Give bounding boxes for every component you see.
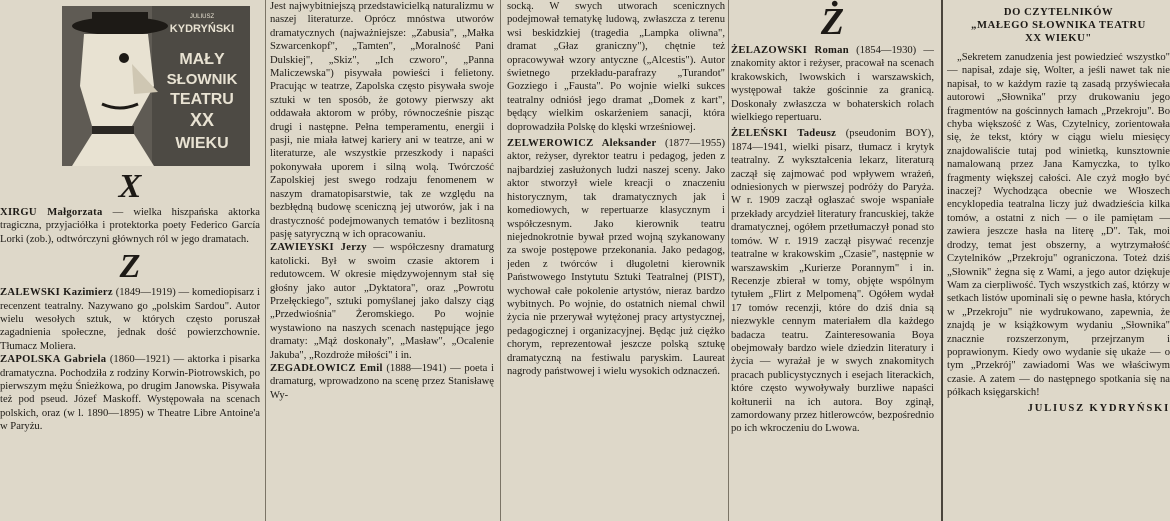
column-4 [731, 0, 934, 521]
entry-name: ŻELEŃSKI Tadeusz [731, 128, 837, 140]
column-2 [270, 0, 494, 521]
notice-title-line-2: „MAŁEGO SŁOWNIKA TEATRU [971, 20, 1146, 31]
entry-zelenski: ŻELEŃSKI Tadeusz (pseudonim BOY), 1874—1941, wielki pisarz, tłumacz i krytyk teatralny. Z wykształcenia lekarz, literaturą zaczął się zajmować pod wpływem wrażeń, odniesionych w pierwszej podróży do Paryża. W r. 1909 zaczął ogłaszać swoje wspaniałe przekłady arcydzieł literatury francuskiej, także dramatycznej, ogółem przetłumaczył ponad sto tomów. W r. 1919 zaczął pisywać recenzje teatralne w krakowskim „Czasie", następnie w warszawskim „Kurierze Porannym" i in. Recenzje zbierał w tomy, objęte wspólnym tytułem „Flirt z Melpomeną". Ogółem wydał 17 tomów recenzji, które do dziś dnia są niezwykle cennym materiałem dla każdego badacza teatru. Zainteresowania Boya obejmowały bardzo wiele dziedzin literatury i życia — wyrażał je w swych znakomitych pracach publicystycznych i esejach literackich, które często wywoływały burzliwe napaści kołtunerii na ich autora. Boy zginął, zamordowany przez hitlerowców, bezpośrednio po ich wkroczeniu do Lwowa. [731, 128, 934, 435]
column-5 [947, 0, 1170, 521]
column-rule [728, 0, 729, 521]
entry-name: ŻELAZOWSKI Roman [731, 45, 849, 56]
vignette-title-line-4: XX [189, 110, 215, 130]
entry-name: ZAPOLSKA Gabriela [0, 354, 107, 366]
vignette-author: JULIUSZ [189, 14, 215, 20]
entry-name: ZAWIEYSKI Jerzy [270, 242, 367, 254]
vignette-title-line-5: WIEKU [175, 135, 229, 152]
column-rule [500, 0, 501, 521]
vignette-title-line-2: SŁOWNIK [166, 71, 238, 88]
section-letter-x: X [118, 168, 142, 205]
entry-zelazowski: ŻELAZOWSKI Roman (1854—1930) — znakomity aktor i reżyser, pracował na scenach krakowskich, lwowskich i warszawskich, występował także gościnnie za granicą. Doskonały zwłaszcza w bohaterskich rolach wielkiego repertuaru. [731, 45, 934, 124]
entry-zapolska: ZAPOLSKA Gabriela (1860—1921) — aktorka i pisarka dramatyczna. Pochodziła z rodziny Korwin-Piotrowskich, po pierwszym mężu Śnieżkowa, po drugim Janowska. Pisywała też pod pseud. Józef Maskoff. Występowała na scenach polskich, oraz (w l. 1890—1895) w Theatre Libre Antoine'a w Paryżu. [0, 354, 260, 433]
zegadlowicz-continued: socką. W swych utworach scenicznych podejmował tematykę ludową, zwłaszcza z terenu wsi beskidzkiej (tragedia „Lampka oliwna", dramat „Głaz graniczny"), chętnie też opracowywał wzory antyczne („Alcestis"). Autor świetnego przekładu-parafrazy „Turandot" Gozziego i „Fausta". Po wojnie wielki sukces teatralny odniósł jego dramat „Domek z kart", będący wielkim oskarżeniem sanacji, która doprowadziła Polskę do klęski wrześniowej. [507, 1, 725, 133]
section-letter-z-dot: Ż [820, 1, 845, 43]
column-3 [507, 0, 725, 521]
entry-xirgu: XIRGU Małgorzata — wielka hiszpańska aktorka tragiczna, przyjaciółka i protektorka poety Federico García Lorki (zob.), odtwórczyni głównych ról w jego dramatach. [0, 207, 260, 245]
entry-zelwerowicz: ZELWEROWICZ Aleksander (1877—1955) aktor, reżyser, dyrektor teatru i pedagog, jeden z najbardziej zasłużonych ludzi naszej sceny. Jako aktor stworzył wiele kreacji o znaczeniu historycznym, tak dramatycznych jak i komediowych, w repertuarze klasycznym i współczesnym. Jako kierownik teatru niejednokrotnie bywał przed wojną szykanowany za swoje postępowe przekonania. Jako pedagog, jeden z twórców i długoletni kierownik Państwowego Instytutu Sztuki Teatralnej (PIST), wychował całe pokolenie artystów, nieraz bardzo wybitnych. Po wojnie, do ostatnich niemal chwil życia nie przerywał wytężonej pracy artystycznej, pedagogicznej i organizacyjnej. Będąc już ciężko chorym, reprezentował jeszcze polską sztukę dramatyczną na festiwalu paryskim. Laureat nagrody państwowej i wielu wysokich odznaczeń. [507, 138, 725, 377]
vignette-author-surname: KYDRYŃSKI [169, 23, 235, 35]
title-vignette-illustration [62, 6, 250, 166]
entry-zawieyski: ZAWIEYSKI Jerzy — współczesny dramaturg katolicki. Był w swoim czasie aktorem i redutowcem. W okresie międzywojennym stał się głośny jako autor „Dyktatora", oraz „Powrotu Przełęckiego", sztuki pomyślanej jako dalszy ciąg „Przedwiośnia" Żeromskiego. Po wojnie wystawiono na naszych scenach następujące jego dramaty: „Mąż doskonały", „Masław", „Ocalenie Jakuba", „Rozdroże miłości" i in. [270, 242, 494, 361]
entry-name: ZELWEROWICZ Aleksander [507, 138, 657, 150]
entry-name: ZEGADŁOWICZ Emil [270, 362, 383, 374]
entry-name: ZALEWSKI Kazimierz [0, 287, 113, 299]
notice-title-line-1: DO CZYTELNIKÓW [1003, 7, 1114, 18]
entry-zegadlowicz: ZEGADŁOWICZ Emil (1888—1941) — poeta i dramaturg, wprowadzono na scenę przez Stanisławę Wy- [270, 362, 494, 401]
entry-zalewski: ZALEWSKI Kazimierz (1849—1919) — komediopisarz i recenzent teatralny. Nazywano go „polskim Sardou". Autor wielu wesołych sztuk, w których często poruszał zagadnienia społeczne, jednak dość powierzchownie. Tłumacz Moliera. [0, 287, 260, 352]
column-rule-heavy [941, 0, 943, 521]
vignette-title-line-3: TEATRU [170, 91, 234, 108]
notice-title-line-3: XX WIEKU" [1025, 33, 1092, 44]
vignette-title-line-1: MAŁY [179, 51, 225, 68]
entry-name: XIRGU Małgorzata [0, 207, 103, 218]
caricature-illustration [62, 6, 250, 166]
signature: JULIUSZ KYDRYŃSKI [1027, 402, 1170, 414]
zapolska-continued: Jest najwybitniejszą przedstawicielką naturalizmu w naszej literaturze. Oprócz mnóstwa utworów dramatycznych (najważniejsze: „Zabusia", „Małka Szwarcenkopf", „Tamten", „Moralność Pani Dulskiej", „Skiz", „Ich czworo", „Panna Maliczewska") pisywała powieści i felietony. Pracując w teatrze, Zapolska często pisywała swoje sztuki w ten sposób, że gotowy pierwszy akt oddawała aktorom w próby, równocześnie pisząc drugi i następne. Pełna temperamentu, energii i pasji, nie miała łatwej kariery ani w teatrze, ani w literaturze, ale wszystkie przeszkody i napaści pokonywała uporem i silną wolą. Twórczość Zapolskiej jest swego rodzaju fenomenem w naszym dramatopisarstwie, tak ze względu na bezbłędną budowę sceniczną jej utworów, jak i na drastyczność podejmowanych tematów i bezlitosną pasję satyryczną w ich opracowaniu. [270, 1, 494, 240]
column-rule [265, 0, 266, 521]
section-letter-z: Z [119, 248, 141, 286]
notice-body: „Sekretem zanudzenia jest powiedzieć wszystko" — napisał, zdaje się, Wolter, a jeśli nawet tak nie napisał, to w każdym razie tą zasadą przyświecała autorowi „Słownika" przy drukowaniu jego fragmentów na gościnnych łamach „Przekroju". Bo chyba większość z Was, Czytelnicy, zorientowała się, że tekst, który w ciągu wielu miesięcy znajdowaliście tutaj pod winietką, kunsztownie namalowaną przez Jana Kamyczka, to tylko fragmenty większej całości. Ale czyż mogło być inaczej? Wychodząca obecnie we Włoszech encyklopedia teatralna liczy już dwadzieścia kilka tomów, a ostatni z nich — o ile pamiętam — zawiera jeszcze hasła na literę „D". Tak, moi drodzy, temat jest obszerny, a wytrzymałość Czytelników „Przekroju" ograniczona. Toteż dziś „Słownik" żegna się z Wami, a jego autor dziękuje Wam za cierpliwość. Tych wszystkich zaś, którzy w setkach listów upominali się o pewne hasła, których w „Przekroju" nie wydrukowano, zapewnia, że znajdą je w książkowym wydaniu „Słownika" znacznie rozszerzonym, przejrzanym i poprawionym. Kiedy owo wydanie się ukaże — o tym „Przekrój" zawiadomi Was we właściwym czasie. A zatem — do następnego spotkania się na półkach księgarskich! [947, 52, 1170, 399]
